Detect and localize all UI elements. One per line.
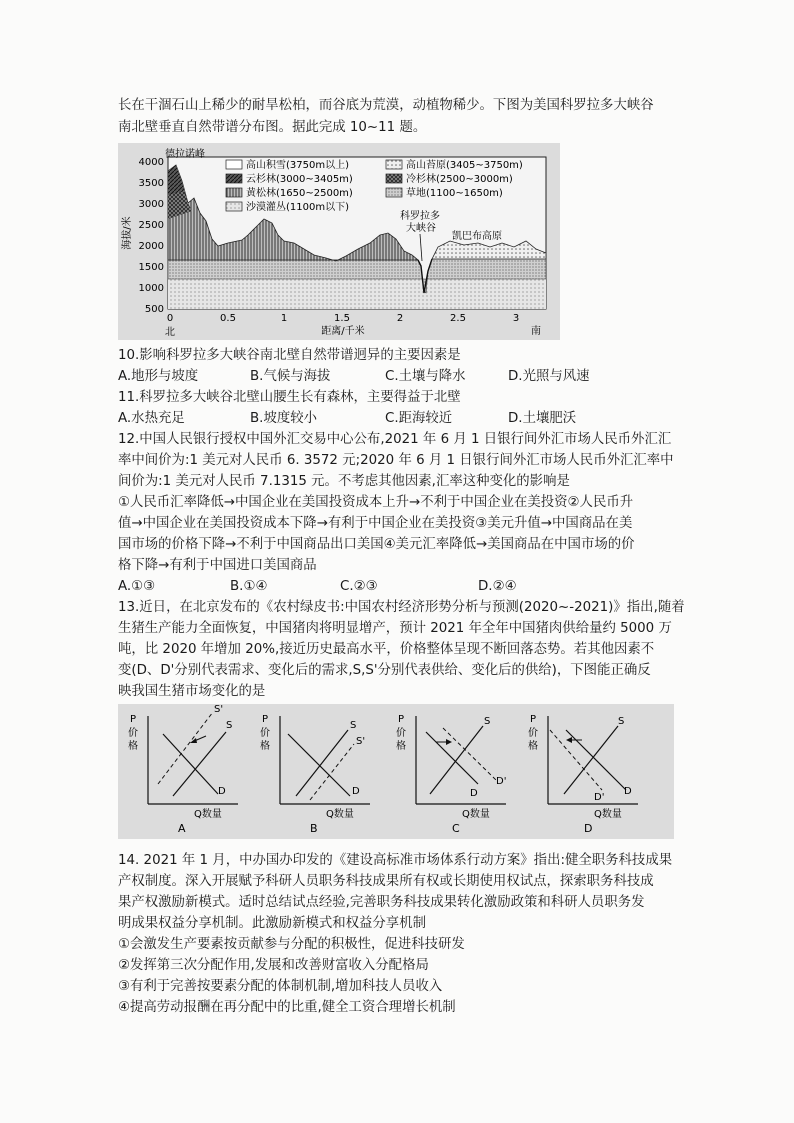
q10-stem: 10.影响科罗拉多大峡谷南北壁自然带谱迥异的主要因素是 (118, 348, 461, 363)
y-tick-label: 1500 (138, 262, 164, 273)
graph-c-y2: 格 (396, 741, 406, 752)
legend-label: 黄松林(1650~2500m) (246, 188, 353, 199)
q11-option-b[interactable]: B.坡度较小 (250, 411, 318, 426)
peak-label: 德拉诺峰 (165, 149, 205, 160)
q13-line: 吨，比 2020 年增加 20%,接近历史最高水平，价格整体呈现不断回落态势。若其他因素不 (118, 642, 655, 657)
x-tick-label: 2 (396, 313, 404, 324)
y-axis (139, 157, 164, 315)
q10-option-c[interactable]: C.土壤与降水 (385, 369, 466, 384)
q12-line: ①人民币汇率降低→中国企业在美国投资成本上升→不利于中国企业在美投资②人民币升 (118, 495, 634, 510)
x-tick-label: 2.5 (450, 313, 466, 324)
graph-d-x-label: Q数量 (594, 809, 622, 820)
graph-c-s: S (484, 716, 491, 727)
x-tick-label: 1.5 (334, 313, 350, 324)
y-tick-label: 3000 (138, 199, 164, 210)
graph-c-p: P (398, 714, 405, 725)
q12-line: 12.中国人民银行授权中国外汇交易中心公布,2021 年 6 月 1 日银行间外汇市场人民币外汇汇 (118, 432, 672, 447)
canyon-label-1: 科罗拉多 (400, 211, 440, 222)
graph-a-letter: A (178, 822, 186, 835)
y-tick-label: 4000 (138, 157, 164, 168)
graph-a-s: S (226, 720, 233, 731)
graph-d-d-prime: D' (594, 792, 605, 803)
graph-c-y1: 价 (396, 728, 406, 739)
supply-demand-graphs (118, 704, 674, 839)
q11-stem: 11.科罗拉多大峡谷北壁山腰生长有森林，主要得益于北壁 (118, 390, 461, 405)
intro-line-2: 南北壁垂直自然带谱分布图。据此完成 10~11 题。 (118, 120, 427, 135)
q14-line: 产权制度。深入开展赋予科研人员职务科技成果所有权或长期使用权试点，探索职务科技成 (118, 874, 654, 889)
canyon-profile-chart (118, 143, 560, 340)
graph-d-y2: 格 (528, 741, 538, 752)
graph-d-s: S (618, 716, 625, 727)
graph-c-d: D (470, 788, 478, 799)
y-tick-label: 1000 (138, 283, 164, 294)
graph-b-d: D (352, 786, 360, 797)
graph-b-letter: B (310, 822, 318, 835)
q13-line: 生猪生产能力全面恢复，中国猪肉将明显增产，预计 2021 年全年中国猪肉供给量约 5000 万 (118, 621, 672, 636)
q14-line: 果产权激励新模式。适时总结试点经验,完善职务科技成果转化激励政策和科研人员职务发 (118, 895, 645, 910)
q12-line: 国市场的价格下降→不利于中国商品出口美国④美元汇率降低→美国商品在中国市场的价 (118, 537, 635, 552)
q12-line: 率中间价为:1 美元对人民币 6. 3572 元;2020 年 6 月 1 日银行间外汇市场人民币外汇汇率中 (118, 453, 674, 468)
graph-a-y1: 价 (128, 728, 138, 739)
south-label: 南 (531, 326, 541, 337)
q13-line: 映我国生猪市场变化的是 (118, 684, 266, 699)
q14-statement-4: ④提高劳动报酬在再分配中的比重,健全工资合理增长机制 (118, 1000, 456, 1015)
canyon-profile-figure (118, 143, 560, 340)
q11-option-a[interactable]: A.水热充足 (118, 411, 185, 426)
plateau-label: 凯巴布高原 (452, 231, 502, 242)
legend-label: 冷杉林(2500~3000m) (406, 174, 513, 185)
q12-line: 间价为:1 美元对人民币 7.1315 元。不考虑其他因素,汇率这种变化的影响是 (118, 474, 570, 489)
graph-a-s-prime: S' (214, 704, 224, 715)
supply-demand-figure (118, 704, 674, 839)
x-axis (167, 313, 519, 324)
graph-b (260, 714, 370, 835)
legend-label: 沙漠灌丛(1100m以下) (246, 202, 349, 213)
y-tick-label: 2000 (138, 241, 164, 252)
q12-line: 值→中国企业在美国投资成本下降→有利于中国企业在美投资③美元升值→中国商品在美 (118, 516, 633, 531)
graph-c-x-label: Q数量 (462, 809, 490, 820)
legend-label: 草地(1100~1650m) (406, 188, 503, 199)
graph-d-p: P (530, 714, 537, 725)
graph-d-d: D (624, 786, 632, 797)
graph-d (528, 714, 638, 835)
q14-line: 14. 2021 年 1 月，中办国办印发的《建设高标准市场体系行动方案》指出:健全职务科技成果 (118, 853, 673, 868)
x-tick-label: 1 (280, 313, 288, 324)
q12-line: 格下降→有利于中国进口美国商品 (118, 558, 317, 573)
desert-shrub-band (168, 279, 546, 309)
graph-b-x-label: Q数量 (326, 809, 354, 820)
canyon-label-2: 大峡谷 (406, 223, 436, 234)
graph-b-y2: 格 (260, 741, 270, 752)
graph-c (396, 714, 506, 835)
q13-line: 13.近日，在北京发布的《农村绿皮书:中国农村经济形势分析与预测(2020~-2021)》指出,随着 (118, 600, 685, 615)
x-tick-label: 0 (166, 313, 174, 324)
q14-statement-1: ①会激发生产要素按贡献参与分配的积极性，促进科技研发 (118, 937, 465, 952)
q10-option-d[interactable]: D.光照与风速 (508, 369, 590, 384)
q10-option-a[interactable]: A.地形与坡度 (118, 369, 199, 384)
graph-b-y1: 价 (260, 728, 270, 739)
x-tick-label: 0.5 (220, 313, 236, 324)
graph-a-y2: 格 (128, 741, 138, 752)
graph-a-d: D (218, 786, 226, 797)
graph-a-x-label: Q数量 (194, 809, 222, 820)
graph-c-d-prime: D' (496, 776, 507, 787)
graph-a-p: P (130, 714, 137, 725)
q13-line: 变(D、D'分别代表需求、变化后的需求,S,S'分别代表供给、变化后的供给)，下图能正确反 (118, 663, 651, 678)
graph-a (128, 704, 238, 835)
q14-statement-2: ②发挥第三次分配作用,发展和改善财富收入分配格局 (118, 958, 429, 973)
legend-label: 高山积雪(3750m以上) (246, 160, 349, 171)
q11-option-c[interactable]: C.距海较近 (385, 411, 453, 426)
legend-label: 高山苔原(3405~3750m) (406, 160, 523, 171)
q11-option-d[interactable]: D.土壤肥沃 (508, 411, 577, 426)
q12-option-a[interactable]: A.①③ (118, 579, 156, 594)
q10-option-b[interactable]: B.气候与海拔 (250, 369, 331, 384)
graph-b-s: S (350, 720, 357, 731)
north-label: 北 (165, 327, 175, 338)
q14-statement-3: ③有利于完善按要素分配的体制机制,增加科技人员收入 (118, 979, 443, 994)
intro-line-1: 长在干涸石山上稀少的耐旱松柏，而谷底为荒漠，动植物稀少。下图为美国科罗拉多大峡谷 (118, 98, 654, 113)
graph-b-p: P (262, 714, 269, 725)
q14-line: 明成果权益分享机制。此激励新模式和权益分享机制 (118, 916, 426, 931)
q12-option-d[interactable]: D.②④ (478, 579, 517, 594)
graph-d-letter: D (584, 822, 593, 835)
x-tick-label: 3 (512, 313, 520, 324)
x-axis-title: 距离/千米 (321, 326, 365, 337)
q12-option-b[interactable]: B.①④ (230, 579, 268, 594)
y-tick-label: 3500 (138, 178, 164, 189)
q12-option-c[interactable]: C.②③ (340, 579, 378, 594)
y-tick-label: 2500 (138, 220, 164, 231)
legend-label: 云杉林(3000~3405m) (246, 174, 353, 185)
graph-d-y1: 价 (528, 728, 538, 739)
graph-c-letter: C (452, 822, 460, 835)
y-axis-title: 海拔/米 (122, 216, 133, 250)
y-tick-label: 500 (144, 304, 164, 315)
graph-b-s-prime: S' (356, 736, 366, 747)
